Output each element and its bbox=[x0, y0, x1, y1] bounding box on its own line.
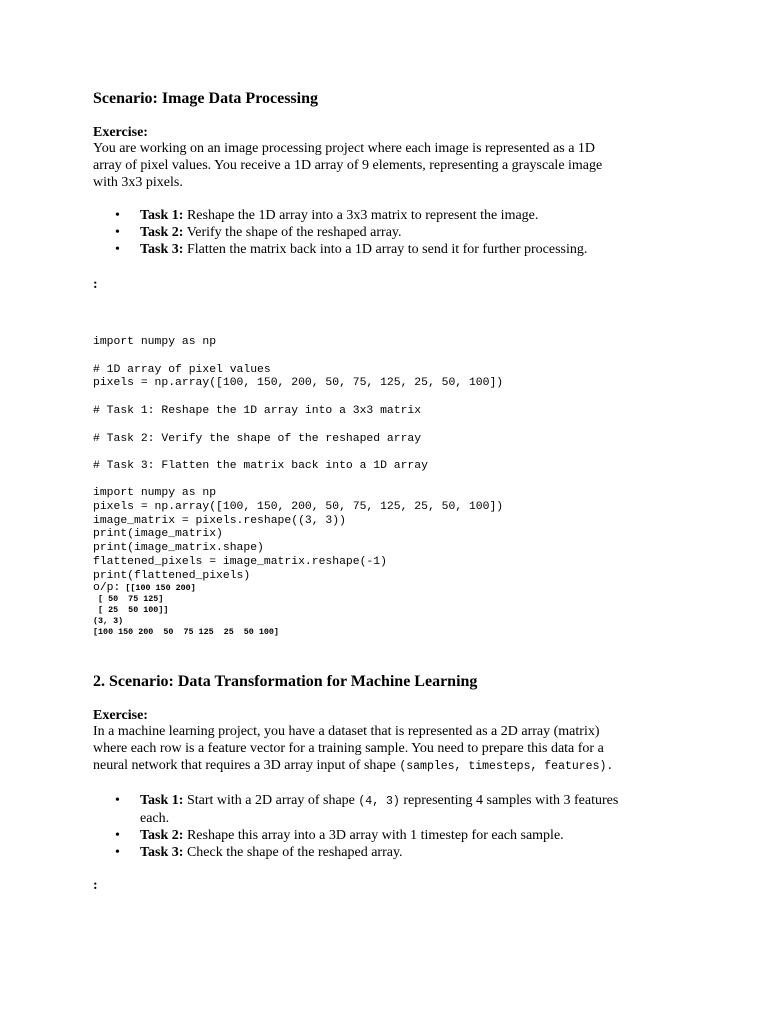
paragraph-text: neural network that requires a 3D array input of shape bbox=[93, 758, 400, 773]
code-block-starter: import numpy as np # 1D array of pixel values pixels = np.array([100, 150, 200, 50, 75, 125, 25, 50, 100]) # Task 1: Reshape the 1D array into a 3x3 matrix # Task 2: Verify the shape of the reshaped array # Task 3: Flatten the matrix back into a 1D array bbox=[93, 336, 504, 473]
shape-suffix: . bbox=[606, 760, 614, 773]
paragraph-line: array of pixel values. You receive a 1D array of 9 elements, representing a grayscale image bbox=[93, 158, 603, 173]
task-text: Reshape this array into a 3D array with 1 timestep for each sample. bbox=[183, 828, 564, 843]
task-item bbox=[93, 207, 587, 224]
task-label: Task 3: bbox=[140, 242, 184, 257]
task-text: representing 4 samples with 3 features bbox=[399, 793, 619, 808]
task-label: Task 3: bbox=[140, 845, 184, 860]
task-item bbox=[93, 827, 618, 844]
task-text: Start with a 2D array of shape bbox=[183, 793, 359, 808]
task-label: Task 2: bbox=[140, 225, 184, 240]
section1-title: Scenario: Image Data Processing bbox=[93, 90, 318, 107]
task-text: Reshape the 1D array into a 3x3 matrix to represent the image. bbox=[183, 208, 539, 223]
program-output bbox=[93, 583, 279, 638]
section1-colon: : bbox=[93, 277, 98, 292]
output-label: o/p: bbox=[93, 582, 121, 594]
section1-task-list bbox=[93, 207, 587, 258]
section2-title: 2. Scenario: Data Transformation for Machine Learning bbox=[93, 673, 478, 690]
task-text: Verify the shape of the reshaped array. bbox=[183, 225, 402, 240]
task-item bbox=[93, 792, 618, 827]
section2-task-list bbox=[93, 792, 618, 861]
section2-paragraph bbox=[93, 723, 683, 775]
task-text: Flatten the matrix back into a 1D array to send it for further processing. bbox=[183, 242, 588, 257]
paragraph-line: In a machine learning project, you have a dataset that is represented as a 2D array (matrix) bbox=[93, 724, 600, 739]
code-block-solution: import numpy as np pixels = np.array([100, 150, 200, 50, 75, 125, 25, 50, 100]) image_matrix = pixels.reshape((3, 3)) print(image_matrix) print(image_matrix.shape) flattened_pixels = image_matrix.reshape(-1) print(flattened_pixels) bbox=[93, 487, 504, 582]
paragraph-line: You are working on an image processing project where each image is represented as a 1D bbox=[93, 141, 596, 156]
task-label: Task 1: bbox=[140, 208, 184, 223]
task-item bbox=[93, 224, 587, 241]
task-label: Task 2: bbox=[140, 828, 184, 843]
task-item bbox=[93, 241, 587, 258]
paragraph-line: with 3x3 pixels. bbox=[93, 175, 183, 190]
task-label: Task 1: bbox=[140, 793, 184, 808]
output-text: [[100 150 200] [ 50 75 125] [ 25 50 100]] (3, 3) [100 150 200 50 75 125 25 50 100] bbox=[93, 583, 279, 637]
task-text: Check the shape of the reshaped array. bbox=[183, 845, 403, 860]
section2-exercise-label: Exercise: bbox=[93, 708, 148, 723]
section1-exercise-label: Exercise: bbox=[93, 125, 148, 140]
shape-code: (samples, timesteps, features) bbox=[399, 760, 607, 773]
task-continuation: each. bbox=[140, 811, 170, 826]
task-code: (4, 3) bbox=[358, 795, 400, 808]
section1-paragraph bbox=[93, 140, 683, 191]
section2-colon: : bbox=[93, 878, 98, 893]
paragraph-line: where each row is a feature vector for a training sample. You need to prepare this data for a bbox=[93, 741, 604, 756]
task-item bbox=[93, 844, 618, 861]
paragraph-line bbox=[93, 757, 683, 775]
